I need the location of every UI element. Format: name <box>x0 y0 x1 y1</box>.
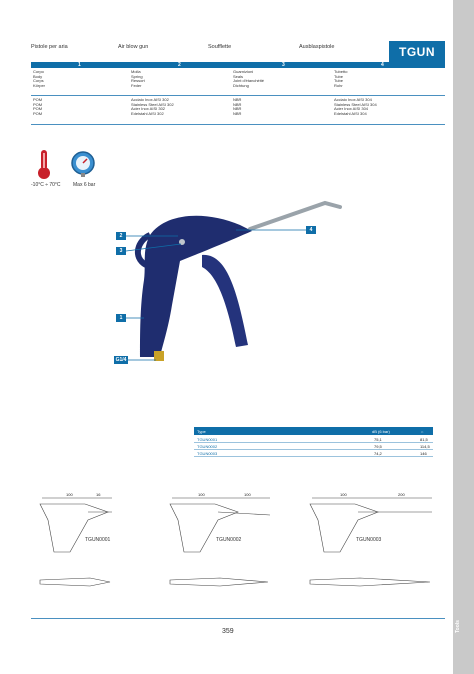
dim-1a: 100 <box>66 492 73 497</box>
components-names <box>31 70 445 94</box>
col3-materials: NBR NBR NBR NBR <box>233 97 242 116</box>
col1-materials: POM POM POM POM <box>33 97 43 116</box>
table-row: TGUN0003 74,2 146 <box>194 450 433 457</box>
drawing-label-3: TGUN0003 <box>356 537 382 543</box>
col3-names: Guarnizioni Seals Joint d'étanchéité Dichtung <box>233 69 265 88</box>
components-materials <box>31 98 445 122</box>
temperature-range: -10°C ÷ 70°C <box>31 182 61 188</box>
dimension-icon: ⇔ <box>420 428 424 434</box>
leader-lines <box>126 226 316 366</box>
dim-2a: 100 <box>198 492 205 497</box>
callout-3: 3 <box>116 247 126 255</box>
title-de: Ausblaspistole <box>299 44 335 50</box>
col1-names: Corpo Body Corps Körper <box>33 69 46 88</box>
title-en: Air blow gun <box>118 44 149 50</box>
footer-divider <box>31 618 445 619</box>
dim-1b: 16 <box>96 492 101 497</box>
callout-4: 4 <box>306 226 316 234</box>
col4-names: Tubetto Tube Tube Rohr <box>334 69 348 88</box>
title-it: Pistole per aria <box>31 44 68 50</box>
dim-3b: 200 <box>398 492 405 497</box>
col-type: Type <box>197 428 206 434</box>
product-code: TGUN <box>389 41 445 63</box>
dim-3a: 100 <box>340 492 347 497</box>
col2-materials: Acciaio Inox AISI 302 Stainless Steel AISI 302 Acier Inox AISI 302 Edelstahl AISI 302 <box>131 97 174 116</box>
dim-2b: 100 <box>244 492 251 497</box>
divider <box>31 124 445 125</box>
thermometer-icon <box>34 148 54 180</box>
table-row: TGUN0001 75,1 81,5 <box>194 436 433 443</box>
column-number-2: 2 <box>178 62 181 68</box>
callout-thread: G1/4 <box>115 357 127 363</box>
column-number-1: 1 <box>78 62 81 68</box>
technical-drawings <box>30 490 450 610</box>
page-number: 359 <box>222 628 234 635</box>
section-label: Tools <box>455 620 461 634</box>
drawing-label-1: TGUN0001 <box>85 537 111 543</box>
callout-1: 1 <box>116 314 126 322</box>
callout-2: 2 <box>116 232 126 240</box>
column-number-4: 4 <box>381 62 384 68</box>
max-pressure: Max 6 bar <box>73 182 96 188</box>
table-row: TGUN0002 79,5 114,5 <box>194 443 433 450</box>
col4-materials: Acciaio Inox AISI 304 Stainless Steel AISI 304 Acier Inox AISI 304 Edelstahl AISI 304 <box>334 97 377 116</box>
drawing-label-2: TGUN0002 <box>216 537 242 543</box>
divider <box>31 95 445 96</box>
col-db: dB (6 bar) <box>372 428 390 434</box>
pressure-gauge-icon <box>70 150 96 178</box>
col2-names: Molla Spring Ressort Feder <box>131 69 145 88</box>
section-sidebar <box>453 0 474 674</box>
table-header <box>194 427 433 435</box>
title-fr: Soufflette <box>208 44 232 50</box>
column-number-3: 3 <box>282 62 285 68</box>
